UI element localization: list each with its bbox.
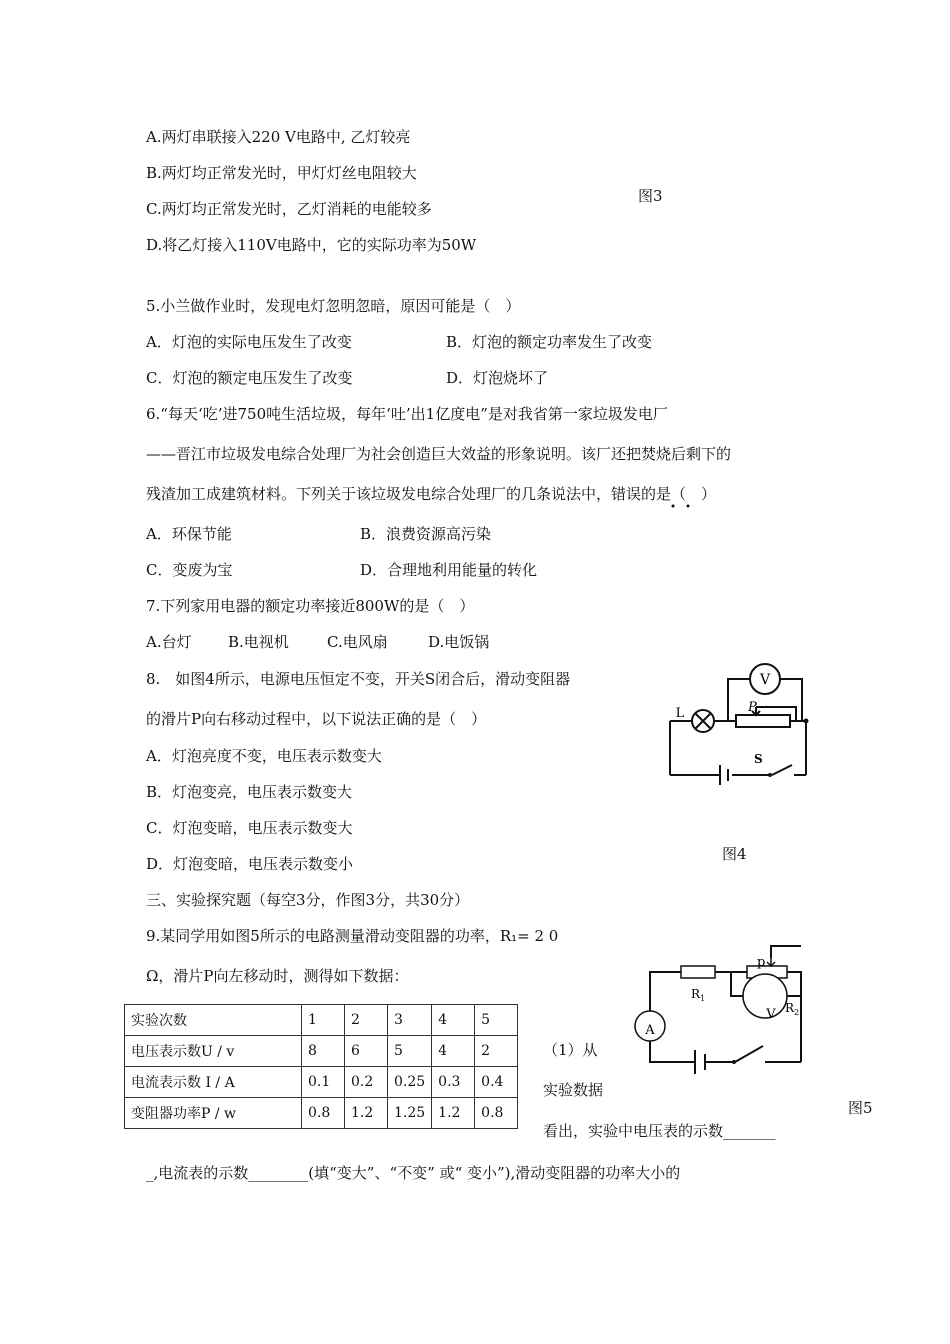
q7-option-c: C.电风扇 bbox=[327, 633, 388, 651]
q6-option-b: B．浪费资源高污染 bbox=[360, 525, 492, 543]
q8-line-2: 的滑片P向右移动过程中，以下说法正确的是（ ） bbox=[146, 710, 487, 728]
wire-left-top bbox=[650, 972, 681, 1012]
r1-symbol bbox=[681, 966, 715, 978]
q9-data-table bbox=[124, 1004, 518, 1129]
table-cell: 1.2 bbox=[345, 1098, 388, 1129]
q7-option-b: B.电视机 bbox=[228, 633, 289, 651]
switch-blade bbox=[735, 1046, 763, 1062]
table-cell: 2 bbox=[345, 1005, 388, 1036]
q9-part1-c: 看出，实验中电压表的示数_______ bbox=[543, 1122, 776, 1140]
q6-line-2: ——晋江市垃圾发电综合处理厂为社会创造巨大效益的形象说明。该厂还把焚烧后剩下的 bbox=[146, 445, 732, 463]
rheostat-symbol bbox=[736, 715, 790, 727]
figure-5-label: 图5 bbox=[848, 1099, 873, 1117]
wire-right bbox=[787, 972, 801, 1062]
table-cell: 0.3 bbox=[432, 1067, 475, 1098]
q6-option-a: A．环保节能 bbox=[146, 525, 232, 543]
wire-left-bottom bbox=[650, 1040, 695, 1062]
table-row bbox=[125, 1005, 518, 1036]
q8-option-c: C．灯泡变暗，电压表示数变大 bbox=[146, 819, 353, 837]
table-cell: 6 bbox=[345, 1036, 388, 1067]
q6-line-3: 残渣加工成建筑材料。下列关于该垃圾发电综合处理厂的几条说法中，错误的是（ ） bbox=[146, 485, 717, 503]
q4-option-b: B.两灯均正常发光时，甲灯灯丝电阻较大 bbox=[146, 164, 417, 182]
slider-letter: p bbox=[757, 955, 766, 970]
q8-option-a: A．灯泡亮度不变，电压表示数变大 bbox=[146, 747, 382, 765]
junction-dot bbox=[804, 719, 809, 724]
table-cell: 0.2 bbox=[345, 1067, 388, 1098]
slider-arrow bbox=[767, 958, 775, 966]
table-cell: 1.25 bbox=[388, 1098, 432, 1129]
q8-option-b: B．灯泡变亮，电压表示数变大 bbox=[146, 783, 353, 801]
q7-option-a: A.台灯 bbox=[146, 633, 192, 651]
table-row bbox=[125, 1098, 518, 1129]
q9-part1-b: 实验数据 bbox=[543, 1081, 604, 1099]
q6-option-d: D．合理地利用能量的转化 bbox=[360, 561, 538, 579]
table-cell: 1.2 bbox=[432, 1098, 475, 1129]
table-row bbox=[125, 1067, 518, 1098]
table-cell: 电流表示数 I / A bbox=[125, 1067, 302, 1098]
table-cell: 0.25 bbox=[388, 1067, 432, 1098]
q5-option-d: D．灯泡烧坏了 bbox=[446, 369, 549, 387]
lamp-letter: L bbox=[675, 706, 685, 721]
battery-symbol bbox=[695, 1050, 705, 1074]
slider-lead bbox=[771, 946, 801, 958]
slider-letter: P bbox=[748, 700, 757, 715]
voltmeter-letter: V bbox=[759, 672, 771, 688]
emphasis-dots bbox=[668, 502, 694, 510]
q4-option-d: D.将乙灯接入110V电路中，它的实际功率为50W bbox=[146, 236, 477, 254]
table-cell: 变阻器功率P / w bbox=[125, 1098, 302, 1129]
q7-stem: 7.下列家用电器的额定功率接近800W的是（ ） bbox=[146, 597, 475, 615]
table-cell: 5 bbox=[475, 1005, 518, 1036]
figure-4-label: 图4 bbox=[722, 845, 747, 863]
q9-line-1: 9.某同学用如图5所示的电路测量滑动变阻器的功率，R₁= 2 0 bbox=[146, 927, 559, 945]
q9-part1-d: _,电流表的示数________(填“变大”、“不变” 或“ 变小”),滑动变阻器的功率大小的 bbox=[146, 1164, 681, 1182]
r1-letter: $R_1$ bbox=[691, 987, 706, 1003]
battery-symbol bbox=[720, 765, 728, 785]
q5-stem: 5.小兰做作业时，发现电灯忽明忽暗，原因可能是（ ） bbox=[146, 297, 521, 315]
voltmeter-wire-left bbox=[731, 972, 743, 996]
table-cell: 5 bbox=[388, 1036, 432, 1067]
table-row bbox=[125, 1036, 518, 1067]
table-cell: 8 bbox=[302, 1036, 345, 1067]
q4-option-a: A.两灯串联接入220 V电路中, 乙灯较亮 bbox=[146, 128, 411, 146]
figure-5-circuit bbox=[625, 936, 815, 1086]
q8-option-d: D．灯泡变暗，电压表示数变小 bbox=[146, 855, 354, 873]
table-cell: 0.8 bbox=[302, 1098, 345, 1129]
table-cell: 4 bbox=[432, 1005, 475, 1036]
q7-option-d: D.电饭锅 bbox=[428, 633, 490, 651]
q6-line-1: 6.“每天‘吃’进750吨生活垃圾，每年‘吐’出1亿度电”是对我省第一家垃圾发电厂 bbox=[146, 405, 668, 423]
section-3-heading: 三、实验探究题（每空3分，作图3分，共30分） bbox=[146, 891, 470, 909]
table-cell: 4 bbox=[432, 1036, 475, 1067]
table-cell: 0.4 bbox=[475, 1067, 518, 1098]
switch-letter: S bbox=[754, 752, 763, 766]
table-cell: 0.1 bbox=[302, 1067, 345, 1098]
r2-letter: $R_2$ bbox=[785, 1001, 800, 1017]
table-cell: 2 bbox=[475, 1036, 518, 1067]
voltmeter-symbol bbox=[743, 974, 787, 1018]
voltmeter-letter: V bbox=[766, 1007, 776, 1022]
q5-option-a: A．灯泡的实际电压发生了改变 bbox=[146, 333, 352, 351]
q9-part1-a: （1）从 bbox=[543, 1041, 598, 1059]
table-cell: 0.8 bbox=[475, 1098, 518, 1129]
table-cell: 3 bbox=[388, 1005, 432, 1036]
q6-option-c: C．变废为宝 bbox=[146, 561, 233, 579]
ammeter-letter: A bbox=[645, 1023, 655, 1038]
q9-line-2: Ω，滑片P向左移动时，测得如下数据： bbox=[146, 967, 409, 985]
q5-option-b: B．灯泡的额定功率发生了改变 bbox=[446, 333, 653, 351]
q8-line-1: 8. 如图4所示，电源电压恒定不变，开关S闭合后，滑动变阻器 bbox=[146, 670, 571, 688]
table-cell: 实验次数 bbox=[125, 1005, 302, 1036]
switch-contact bbox=[768, 773, 772, 777]
figure-3-label: 图3 bbox=[638, 187, 663, 205]
figure-4-circuit bbox=[660, 655, 820, 805]
switch-contact bbox=[732, 1060, 736, 1064]
table-cell: 电压表示数U / v bbox=[125, 1036, 302, 1067]
table-cell: 1 bbox=[302, 1005, 345, 1036]
switch-blade bbox=[772, 765, 792, 775]
q5-option-c: C．灯泡的额定电压发生了改变 bbox=[146, 369, 353, 387]
q4-option-c: C.两灯均正常发光时，乙灯消耗的电能较多 bbox=[146, 200, 432, 218]
